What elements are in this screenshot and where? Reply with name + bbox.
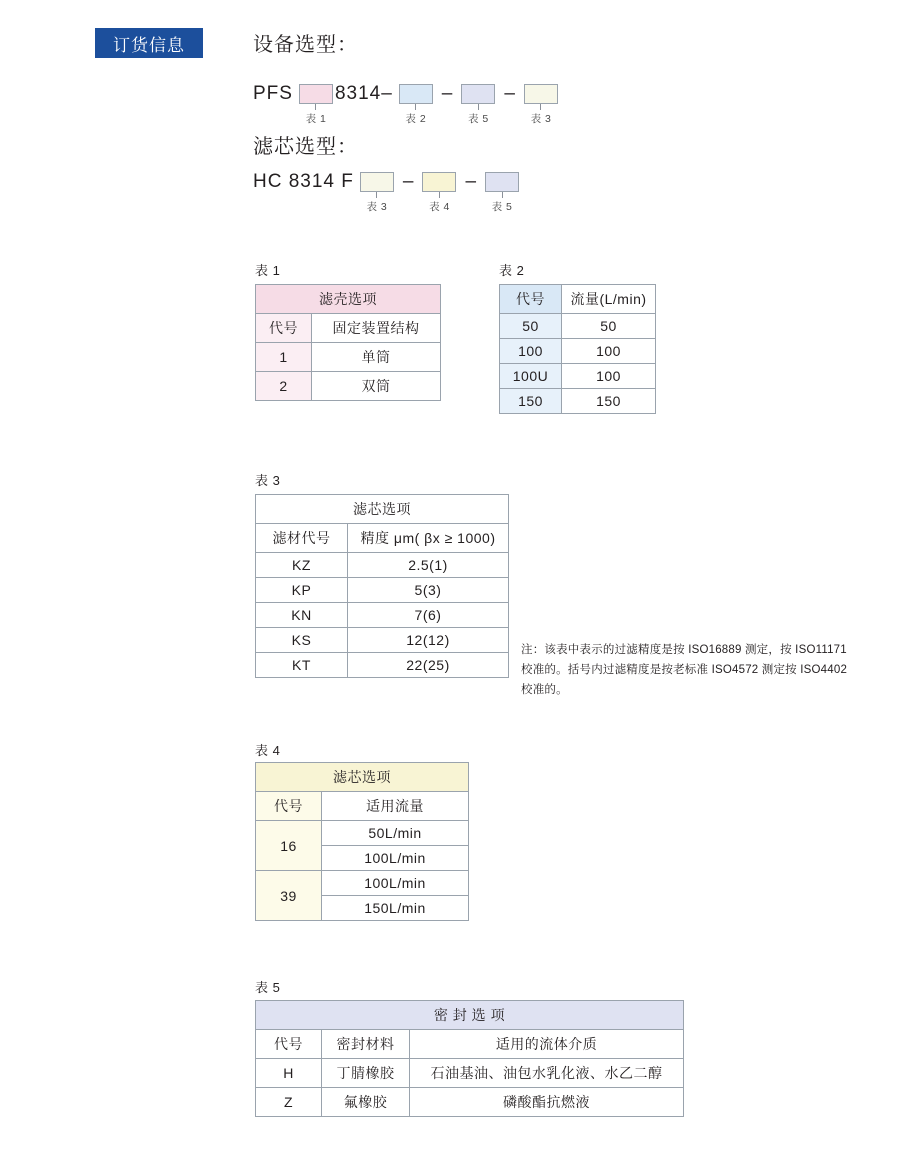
element-code-builder bbox=[253, 170, 521, 214]
element-code-slot-ref-5: 表 5 bbox=[491, 201, 513, 213]
table-1-cell: 双筒 bbox=[312, 372, 441, 401]
table-row bbox=[256, 285, 441, 314]
table-row bbox=[256, 603, 509, 628]
table-3-cell: KN bbox=[256, 603, 348, 628]
table-row bbox=[500, 339, 656, 364]
table-4-group-code: 39 bbox=[256, 871, 322, 921]
table-row bbox=[256, 763, 469, 792]
table-3-cell: 2.5(1) bbox=[348, 553, 509, 578]
device-code-slot-box-1[interactable] bbox=[299, 84, 333, 104]
device-code-dash-4: – bbox=[441, 83, 453, 104]
section-badge bbox=[95, 28, 203, 58]
element-code-slot-1[interactable] bbox=[360, 170, 394, 214]
device-code-text-2: 8314– bbox=[334, 83, 393, 104]
table-row bbox=[256, 1088, 684, 1117]
element-code-dash-2: – bbox=[402, 171, 414, 192]
table-2-cell: 100 bbox=[500, 339, 562, 364]
device-code-slot-ref-3: 表 2 bbox=[405, 113, 427, 125]
table-row bbox=[256, 578, 509, 603]
table-5-label: 表 5 bbox=[255, 980, 281, 995]
table-4-cell: 50L/min bbox=[322, 821, 469, 846]
table-4-cell: 150L/min bbox=[322, 896, 469, 921]
element-code-slot-box-1[interactable] bbox=[360, 172, 394, 192]
device-code-slot-box-3[interactable] bbox=[399, 84, 433, 104]
element-code-slot-ref-3: 表 4 bbox=[429, 201, 450, 213]
table-1-title: 滤壳选项 bbox=[256, 285, 441, 314]
table-4-cell: 100L/min bbox=[322, 871, 469, 896]
table-3-note: 注：该表中表示的过滤精度是按 ISO16889 测定，按 ISO11171 校准的。括号内过滤精度是按老标准 ISO4572 测定按 ISO4402 校准的。 bbox=[521, 644, 848, 696]
device-code-slot-tick-5 bbox=[478, 104, 479, 110]
table-1-header-0: 代号 bbox=[256, 314, 312, 343]
table-row bbox=[256, 1001, 684, 1030]
device-code-text-0: PFS bbox=[253, 83, 293, 104]
table-5-cell: 丁腈橡胶 bbox=[322, 1059, 410, 1088]
table-5-header-2: 适用的流体介质 bbox=[410, 1030, 684, 1059]
device-code-builder bbox=[253, 82, 560, 126]
table-2-cell: 100U bbox=[500, 364, 562, 389]
table-1-label: 表 1 bbox=[255, 263, 281, 278]
device-selection-title: 设备选型： bbox=[253, 34, 358, 56]
table-1-cell: 1 bbox=[256, 343, 312, 372]
table-5-header-1: 密封材料 bbox=[322, 1030, 410, 1059]
table-row bbox=[256, 495, 509, 524]
table-2-cell: 150 bbox=[500, 389, 562, 414]
table-1 bbox=[255, 284, 441, 401]
table-3-cell: KS bbox=[256, 628, 348, 653]
table-4-group-code: 16 bbox=[256, 821, 322, 871]
device-code-slot-ref-5: 表 5 bbox=[467, 113, 489, 125]
element-code-dash-4: – bbox=[465, 171, 477, 192]
element-code-text-0: HC 8314 F bbox=[253, 171, 354, 192]
element-code-slot-tick-5 bbox=[502, 192, 503, 198]
table-2-cell: 50 bbox=[562, 314, 656, 339]
table-5-title: 密 封 选 项 bbox=[256, 1001, 684, 1030]
table-row bbox=[256, 871, 469, 896]
table-4 bbox=[255, 762, 469, 921]
table-5-cell: 氟橡胶 bbox=[322, 1088, 410, 1117]
table-3-cell: 22(25) bbox=[348, 653, 509, 678]
table-2-cell: 100 bbox=[562, 364, 656, 389]
table-row bbox=[256, 372, 441, 401]
device-code-slot-3[interactable] bbox=[399, 82, 433, 126]
table-5 bbox=[255, 1000, 684, 1117]
table-3-cell: 12(12) bbox=[348, 628, 509, 653]
table-1-cell: 单筒 bbox=[312, 343, 441, 372]
table-5-cell: 石油基油、油包水乳化液、水乙二醇 bbox=[410, 1059, 684, 1088]
table-2-header-0: 代号 bbox=[500, 285, 562, 314]
table-4-title: 滤芯选项 bbox=[256, 763, 469, 792]
element-code-slot-box-3[interactable] bbox=[422, 172, 456, 192]
element-selection-title: 滤芯选型： bbox=[253, 136, 358, 158]
element-code-slot-3[interactable] bbox=[422, 170, 456, 214]
table-row bbox=[500, 285, 656, 314]
device-code-slot-tick-3 bbox=[415, 104, 416, 110]
table-2 bbox=[499, 284, 656, 414]
device-code-slot-ref-7: 表 3 bbox=[530, 113, 552, 125]
device-code-slot-tick-1 bbox=[315, 104, 316, 110]
table-1-header-1: 固定装置结构 bbox=[312, 314, 441, 343]
table-2-cell: 50 bbox=[500, 314, 562, 339]
element-code-slot-5[interactable] bbox=[485, 170, 519, 214]
element-code-slot-tick-3 bbox=[439, 192, 440, 198]
table-row bbox=[256, 343, 441, 372]
table-row bbox=[256, 553, 509, 578]
table-4-header-0: 代号 bbox=[256, 792, 322, 821]
table-3-cell: 7(6) bbox=[348, 603, 509, 628]
table-row bbox=[500, 314, 656, 339]
section-badge-label: 订货信息 bbox=[113, 35, 185, 55]
table-3-cell: KT bbox=[256, 653, 348, 678]
table-1-cell: 2 bbox=[256, 372, 312, 401]
device-code-slot-1[interactable] bbox=[299, 82, 333, 126]
element-code-slot-tick-1 bbox=[376, 192, 377, 198]
device-code-slot-ref-1: 表 1 bbox=[305, 113, 327, 125]
device-code-slot-5[interactable] bbox=[461, 82, 495, 126]
table-row bbox=[256, 524, 509, 553]
table-5-header-0: 代号 bbox=[256, 1030, 322, 1059]
table-row bbox=[256, 1059, 684, 1088]
device-code-slot-7[interactable] bbox=[524, 82, 558, 126]
table-row bbox=[500, 364, 656, 389]
table-row bbox=[256, 1030, 684, 1059]
device-code-slot-box-7[interactable] bbox=[524, 84, 558, 104]
table-2-cell: 100 bbox=[562, 339, 656, 364]
table-3-cell: KZ bbox=[256, 553, 348, 578]
device-code-slot-tick-7 bbox=[540, 104, 541, 110]
table-2-cell: 150 bbox=[562, 389, 656, 414]
table-row bbox=[500, 389, 656, 414]
device-code-dash-6: – bbox=[504, 83, 515, 104]
table-3-label: 表 3 bbox=[255, 473, 281, 488]
table-row bbox=[256, 653, 509, 678]
table-2-label: 表 2 bbox=[499, 263, 525, 278]
table-3-cell: KP bbox=[256, 578, 348, 603]
table-3 bbox=[255, 494, 509, 678]
device-code-slot-box-5[interactable] bbox=[461, 84, 495, 104]
table-4-header-1: 适用流量 bbox=[322, 792, 469, 821]
element-code-slot-box-5[interactable] bbox=[485, 172, 519, 192]
table-3-title: 滤芯选项 bbox=[256, 495, 509, 524]
table-row bbox=[256, 821, 469, 846]
table-4-cell: 100L/min bbox=[322, 846, 469, 871]
table-row bbox=[256, 628, 509, 653]
table-3-header-1: 精度 μm( βx ≥ 1000) bbox=[348, 524, 509, 553]
element-code-slot-ref-1: 表 3 bbox=[366, 201, 388, 213]
table-4-label: 表 4 bbox=[255, 743, 281, 758]
table-5-cell: 磷酸酯抗燃液 bbox=[410, 1088, 684, 1117]
table-5-cell: Z bbox=[256, 1088, 322, 1117]
table-row bbox=[256, 314, 441, 343]
table-row bbox=[256, 792, 469, 821]
table-2-header-1: 流量(L/min) bbox=[562, 285, 656, 314]
table-3-cell: 5(3) bbox=[348, 578, 509, 603]
table-3-header-0: 滤材代号 bbox=[256, 524, 348, 553]
table-5-cell: H bbox=[256, 1059, 322, 1088]
